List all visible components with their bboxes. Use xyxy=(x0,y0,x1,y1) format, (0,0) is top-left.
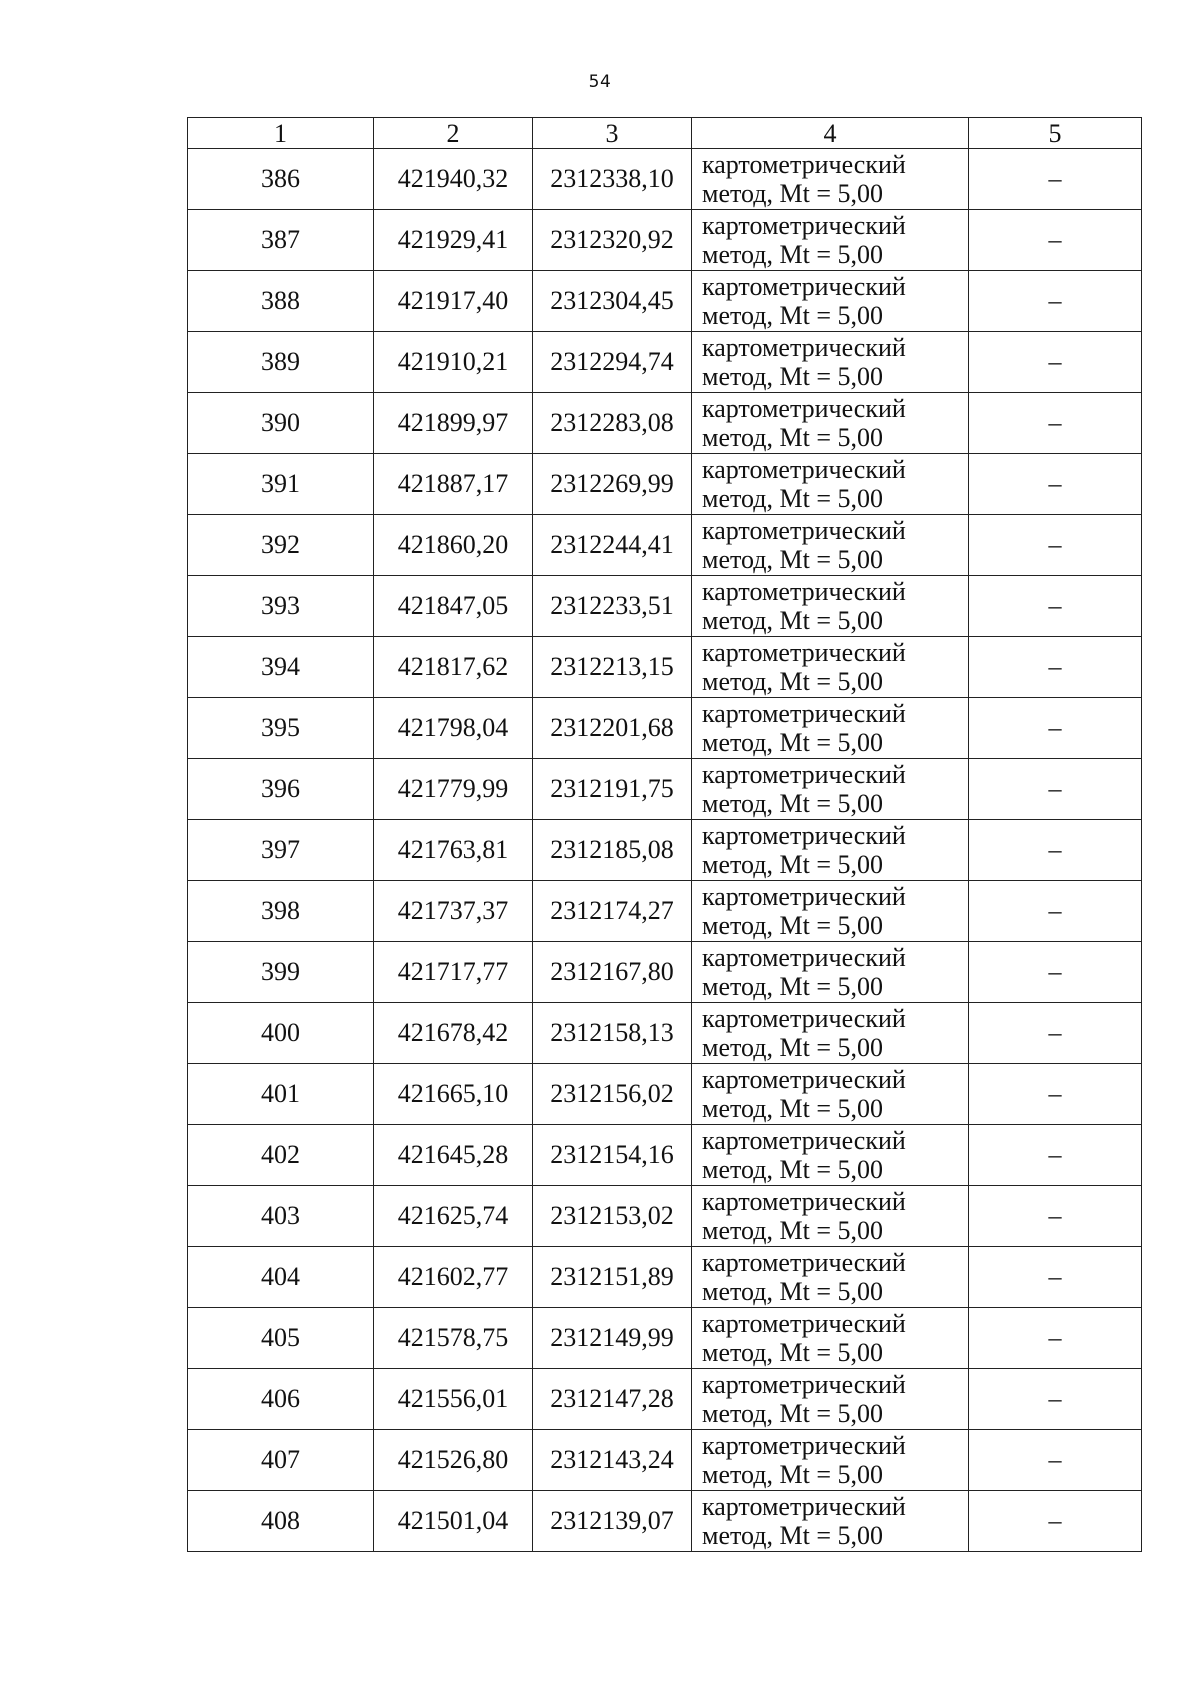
x-coordinate-cell: 421501,04 xyxy=(374,1491,533,1552)
table-row xyxy=(188,1369,1142,1430)
point-number-cell: 393 xyxy=(188,576,374,637)
method-line-2: метод, Mt = 5,00 xyxy=(702,362,883,391)
y-coordinate-cell: 2312143,24 xyxy=(533,1430,692,1491)
x-coordinate-cell: 421526,80 xyxy=(374,1430,533,1491)
table-row xyxy=(188,759,1142,820)
x-coordinate-cell: 421763,81 xyxy=(374,820,533,881)
method-cell xyxy=(692,454,969,515)
method-line-1: картометрический xyxy=(702,699,906,728)
point-number-cell: 386 xyxy=(188,149,374,210)
method-cell xyxy=(692,1491,969,1552)
method-line-1: картометрический xyxy=(702,821,906,850)
table-row xyxy=(188,149,1142,210)
y-coordinate-cell: 2312320,92 xyxy=(533,210,692,271)
table-row xyxy=(188,1125,1142,1186)
y-coordinate-cell: 2312156,02 xyxy=(533,1064,692,1125)
method-line-2: метод, Mt = 5,00 xyxy=(702,1460,883,1489)
method-line-2: метод, Mt = 5,00 xyxy=(702,606,883,635)
x-coordinate-cell: 421817,62 xyxy=(374,637,533,698)
y-coordinate-cell: 2312139,07 xyxy=(533,1491,692,1552)
note-cell: – xyxy=(969,1247,1142,1308)
note-cell: – xyxy=(969,271,1142,332)
point-number-cell: 402 xyxy=(188,1125,374,1186)
note-cell: – xyxy=(969,820,1142,881)
method-line-1: картометрический xyxy=(702,455,906,484)
x-coordinate-cell: 421779,99 xyxy=(374,759,533,820)
note-cell: – xyxy=(969,1308,1142,1369)
note-cell: – xyxy=(969,759,1142,820)
method-line-1: картометрический xyxy=(702,638,906,667)
x-coordinate-cell: 421625,74 xyxy=(374,1186,533,1247)
method-line-1: картометрический xyxy=(702,760,906,789)
y-coordinate-cell: 2312283,08 xyxy=(533,393,692,454)
y-coordinate-cell: 2312185,08 xyxy=(533,820,692,881)
method-line-2: метод, Mt = 5,00 xyxy=(702,789,883,818)
table-row xyxy=(188,820,1142,881)
note-cell: – xyxy=(969,881,1142,942)
table-row xyxy=(188,1064,1142,1125)
point-number-cell: 404 xyxy=(188,1247,374,1308)
x-coordinate-cell: 421910,21 xyxy=(374,332,533,393)
method-line-2: метод, Mt = 5,00 xyxy=(702,1521,883,1550)
note-cell: – xyxy=(969,576,1142,637)
note-cell: – xyxy=(969,1003,1142,1064)
x-coordinate-cell: 421665,10 xyxy=(374,1064,533,1125)
x-coordinate-cell: 421556,01 xyxy=(374,1369,533,1430)
note-cell: – xyxy=(969,332,1142,393)
method-cell xyxy=(692,942,969,1003)
note-cell: – xyxy=(969,942,1142,1003)
method-line-1: картометрический xyxy=(702,516,906,545)
method-line-1: картометрический xyxy=(702,333,906,362)
y-coordinate-cell: 2312151,89 xyxy=(533,1247,692,1308)
method-line-1: картометрический xyxy=(702,577,906,606)
method-cell xyxy=(692,1125,969,1186)
table-row xyxy=(188,271,1142,332)
point-number-cell: 407 xyxy=(188,1430,374,1491)
method-line-2: метод, Mt = 5,00 xyxy=(702,423,883,452)
method-cell xyxy=(692,332,969,393)
method-line-2: метод, Mt = 5,00 xyxy=(702,850,883,879)
method-line-1: картометрический xyxy=(702,150,906,179)
method-cell xyxy=(692,1247,969,1308)
header-row xyxy=(188,118,1142,149)
y-coordinate-cell: 2312167,80 xyxy=(533,942,692,1003)
table-row xyxy=(188,454,1142,515)
point-number-cell: 394 xyxy=(188,637,374,698)
y-coordinate-cell: 2312233,51 xyxy=(533,576,692,637)
method-cell xyxy=(692,149,969,210)
x-coordinate-cell: 421929,41 xyxy=(374,210,533,271)
header-col-2: 2 xyxy=(374,118,533,149)
method-line-1: картометрический xyxy=(702,1065,906,1094)
method-line-2: метод, Mt = 5,00 xyxy=(702,1399,883,1428)
x-coordinate-cell: 421717,77 xyxy=(374,942,533,1003)
point-number-cell: 405 xyxy=(188,1308,374,1369)
note-cell: – xyxy=(969,1430,1142,1491)
method-line-2: метод, Mt = 5,00 xyxy=(702,179,883,208)
y-coordinate-cell: 2312213,15 xyxy=(533,637,692,698)
method-cell xyxy=(692,637,969,698)
method-line-2: метод, Mt = 5,00 xyxy=(702,301,883,330)
method-line-2: метод, Mt = 5,00 xyxy=(702,667,883,696)
x-coordinate-cell: 421798,04 xyxy=(374,698,533,759)
table-body xyxy=(188,149,1142,1552)
method-cell xyxy=(692,210,969,271)
method-cell xyxy=(692,820,969,881)
table-header xyxy=(188,118,1142,149)
method-line-2: метод, Mt = 5,00 xyxy=(702,1216,883,1245)
method-line-2: метод, Mt = 5,00 xyxy=(702,1094,883,1123)
point-number-cell: 396 xyxy=(188,759,374,820)
y-coordinate-cell: 2312338,10 xyxy=(533,149,692,210)
note-cell: – xyxy=(969,149,1142,210)
x-coordinate-cell: 421578,75 xyxy=(374,1308,533,1369)
table-row xyxy=(188,1003,1142,1064)
point-number-cell: 392 xyxy=(188,515,374,576)
note-cell: – xyxy=(969,1125,1142,1186)
x-coordinate-cell: 421917,40 xyxy=(374,271,533,332)
y-coordinate-cell: 2312149,99 xyxy=(533,1308,692,1369)
y-coordinate-cell: 2312147,28 xyxy=(533,1369,692,1430)
point-number-cell: 399 xyxy=(188,942,374,1003)
x-coordinate-cell: 421847,05 xyxy=(374,576,533,637)
note-cell: – xyxy=(969,393,1142,454)
method-line-2: метод, Mt = 5,00 xyxy=(702,911,883,940)
y-coordinate-cell: 2312174,27 xyxy=(533,881,692,942)
point-number-cell: 395 xyxy=(188,698,374,759)
method-line-1: картометрический xyxy=(702,272,906,301)
x-coordinate-cell: 421645,28 xyxy=(374,1125,533,1186)
y-coordinate-cell: 2312191,75 xyxy=(533,759,692,820)
y-coordinate-cell: 2312269,99 xyxy=(533,454,692,515)
x-coordinate-cell: 421860,20 xyxy=(374,515,533,576)
method-cell xyxy=(692,271,969,332)
point-number-cell: 401 xyxy=(188,1064,374,1125)
method-line-1: картометрический xyxy=(702,211,906,240)
y-coordinate-cell: 2312153,02 xyxy=(533,1186,692,1247)
header-col-1: 1 xyxy=(188,118,374,149)
note-cell: – xyxy=(969,515,1142,576)
method-line-2: метод, Mt = 5,00 xyxy=(702,1155,883,1184)
method-line-1: картометрический xyxy=(702,882,906,911)
note-cell: – xyxy=(969,1064,1142,1125)
table-row xyxy=(188,1491,1142,1552)
method-line-2: метод, Mt = 5,00 xyxy=(702,1338,883,1367)
point-number-cell: 391 xyxy=(188,454,374,515)
y-coordinate-cell: 2312244,41 xyxy=(533,515,692,576)
method-cell xyxy=(692,393,969,454)
method-line-1: картометрический xyxy=(702,1126,906,1155)
x-coordinate-cell: 421678,42 xyxy=(374,1003,533,1064)
method-line-1: картометрический xyxy=(702,1248,906,1277)
method-line-2: метод, Mt = 5,00 xyxy=(702,728,883,757)
table-row xyxy=(188,1186,1142,1247)
method-line-2: метод, Mt = 5,00 xyxy=(702,1277,883,1306)
method-cell xyxy=(692,1003,969,1064)
note-cell: – xyxy=(969,1186,1142,1247)
method-cell xyxy=(692,881,969,942)
table-row xyxy=(188,1308,1142,1369)
point-number-cell: 400 xyxy=(188,1003,374,1064)
table-row xyxy=(188,576,1142,637)
method-cell xyxy=(692,698,969,759)
header-col-4: 4 xyxy=(692,118,969,149)
y-coordinate-cell: 2312201,68 xyxy=(533,698,692,759)
note-cell: – xyxy=(969,1491,1142,1552)
method-line-1: картометрический xyxy=(702,1431,906,1460)
method-cell xyxy=(692,1430,969,1491)
method-cell xyxy=(692,1369,969,1430)
x-coordinate-cell: 421887,17 xyxy=(374,454,533,515)
x-coordinate-cell: 421602,77 xyxy=(374,1247,533,1308)
table-row xyxy=(188,1247,1142,1308)
method-line-1: картометрический xyxy=(702,1004,906,1033)
method-line-1: картометрический xyxy=(702,394,906,423)
y-coordinate-cell: 2312158,13 xyxy=(533,1003,692,1064)
method-cell xyxy=(692,759,969,820)
method-cell xyxy=(692,576,969,637)
table-row xyxy=(188,881,1142,942)
point-number-cell: 388 xyxy=(188,271,374,332)
method-line-2: метод, Mt = 5,00 xyxy=(702,972,883,1001)
point-number-cell: 387 xyxy=(188,210,374,271)
point-number-cell: 397 xyxy=(188,820,374,881)
table-row xyxy=(188,393,1142,454)
method-line-2: метод, Mt = 5,00 xyxy=(702,1033,883,1062)
point-number-cell: 403 xyxy=(188,1186,374,1247)
header-col-3: 3 xyxy=(533,118,692,149)
note-cell: – xyxy=(969,1369,1142,1430)
y-coordinate-cell: 2312154,16 xyxy=(533,1125,692,1186)
point-number-cell: 408 xyxy=(188,1491,374,1552)
y-coordinate-cell: 2312294,74 xyxy=(533,332,692,393)
table-row xyxy=(188,515,1142,576)
method-line-2: метод, Mt = 5,00 xyxy=(702,240,883,269)
table-row xyxy=(188,637,1142,698)
method-cell xyxy=(692,1308,969,1369)
method-line-2: метод, Mt = 5,00 xyxy=(702,484,883,513)
point-number-cell: 398 xyxy=(188,881,374,942)
page-number: 54 xyxy=(588,72,612,92)
table-row xyxy=(188,1430,1142,1491)
method-line-1: картометрический xyxy=(702,1309,906,1338)
point-number-cell: 406 xyxy=(188,1369,374,1430)
point-number-cell: 389 xyxy=(188,332,374,393)
method-cell xyxy=(692,1064,969,1125)
note-cell: – xyxy=(969,637,1142,698)
note-cell: – xyxy=(969,454,1142,515)
table-row xyxy=(188,210,1142,271)
note-cell: – xyxy=(969,210,1142,271)
header-col-5: 5 xyxy=(969,118,1142,149)
x-coordinate-cell: 421737,37 xyxy=(374,881,533,942)
x-coordinate-cell: 421899,97 xyxy=(374,393,533,454)
coordinates-table xyxy=(187,117,1142,1552)
point-number-cell: 390 xyxy=(188,393,374,454)
method-line-2: метод, Mt = 5,00 xyxy=(702,545,883,574)
method-line-1: картометрический xyxy=(702,1492,906,1521)
table-row xyxy=(188,332,1142,393)
method-cell xyxy=(692,1186,969,1247)
table-row xyxy=(188,698,1142,759)
note-cell: – xyxy=(969,698,1142,759)
x-coordinate-cell: 421940,32 xyxy=(374,149,533,210)
method-cell xyxy=(692,515,969,576)
method-line-1: картометрический xyxy=(702,1370,906,1399)
method-line-1: картометрический xyxy=(702,943,906,972)
table-row xyxy=(188,942,1142,1003)
method-line-1: картометрический xyxy=(702,1187,906,1216)
y-coordinate-cell: 2312304,45 xyxy=(533,271,692,332)
